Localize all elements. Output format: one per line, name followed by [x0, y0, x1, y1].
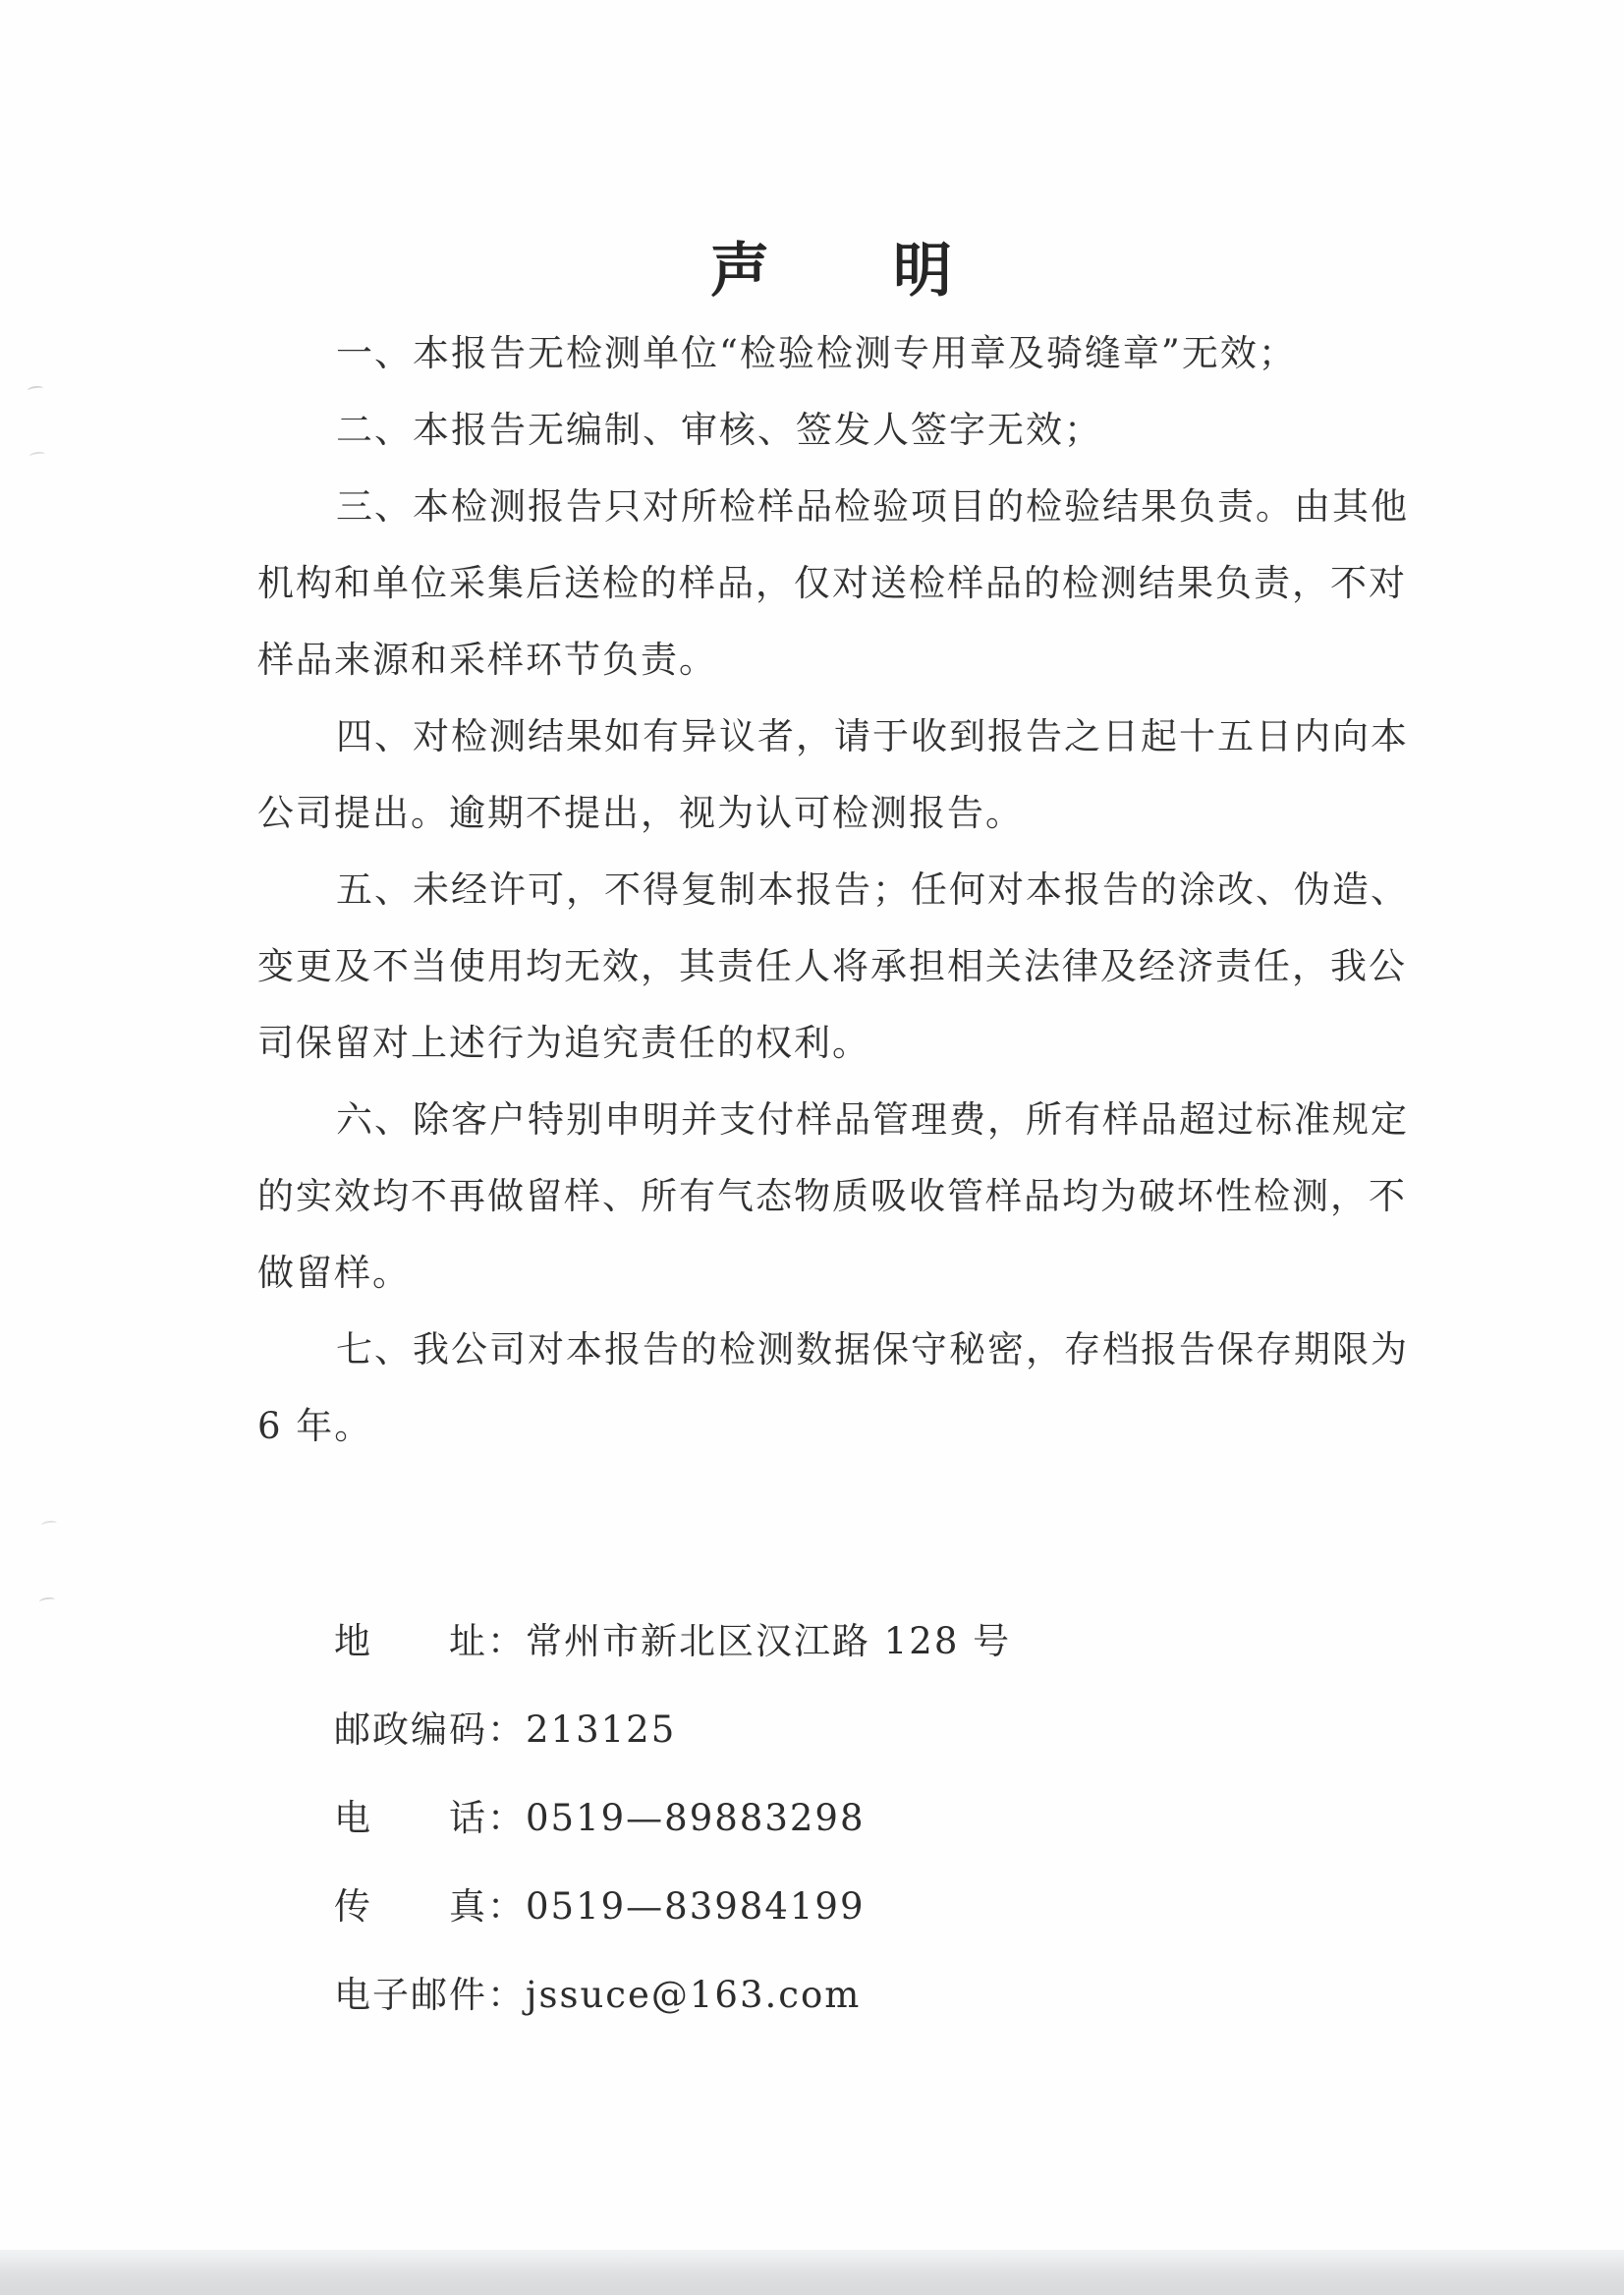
paragraph-7-line-1: 七、我公司对本报告的检测数据保守秘密，存档报告保存期限为	[336, 1328, 1409, 1371]
paragraph-3-line-1: 三、本检测报告只对所检样品检验项目的检验结果负责。由其他	[336, 485, 1409, 528]
paragraph-5-line-1: 五、未经许可，不得复制本报告；任何对本报告的涂改、伪造、	[336, 868, 1409, 911]
paragraph-3-line-3: 样品来源和采样环节负责。	[257, 639, 717, 681]
contact-row-4	[334, 1863, 1011, 1951]
contact-value: 0519—83984199	[526, 1885, 866, 1928]
contact-label: 传 真：	[334, 1885, 526, 1928]
contact-row-3	[334, 1774, 1011, 1863]
paragraph-6-line-3: 做留样。	[257, 1252, 411, 1294]
page-title: 声 明	[710, 237, 954, 306]
contact-label: 邮政编码：	[334, 1708, 526, 1751]
contact-value: 0519—89883298	[526, 1797, 866, 1839]
contact-value: 213125	[526, 1708, 677, 1751]
paragraph-1-line-1: 一、本报告无检测单位“检验检测专用章及骑缝章”无效；	[336, 332, 1297, 374]
paragraph-5-line-3: 司保留对上述行为追究责任的权利。	[257, 1022, 870, 1064]
contact-block	[334, 1597, 1011, 2040]
paragraph-7-line-2: 6 年。	[257, 1405, 373, 1447]
paragraph-4-line-1: 四、对检测结果如有异议者，请于收到报告之日起十五日内向本	[336, 715, 1409, 757]
paragraph-6-line-2: 的实效均不再做留样、所有气态物质吸收管样品均为破坏性检测，不	[257, 1175, 1407, 1217]
contact-value: 常州市新北区汉江路 128 号	[526, 1620, 1012, 1662]
contact-row-5	[334, 1951, 1011, 2040]
contact-row-2	[334, 1686, 1011, 1774]
scan-artifact	[41, 1520, 58, 1529]
paragraph-3-line-2: 机构和单位采集后送检的样品，仅对送检样品的检测结果负责，不对	[257, 562, 1407, 604]
scan-artifact	[29, 451, 46, 460]
paragraph-4-line-2: 公司提出。逾期不提出，视为认可检测报告。	[257, 792, 1024, 834]
scan-bottom-edge	[0, 2250, 1624, 2295]
declaration-body	[257, 315, 1417, 1465]
paragraph-2-line-1: 二、本报告无编制、审核、签发人签字无效；	[336, 409, 1102, 451]
contact-label: 电子邮件：	[334, 1974, 526, 2016]
contact-label: 电 话：	[334, 1797, 526, 1839]
contact-value: jssuce@163.com	[526, 1974, 862, 2016]
contact-row-1	[334, 1597, 1011, 1686]
paragraph-5-line-2: 变更及不当使用均无效，其责任人将承担相关法律及经济责任，我公	[257, 945, 1407, 987]
contact-label: 地 址：	[334, 1620, 526, 1662]
scan-artifact	[28, 385, 44, 394]
scan-artifact	[39, 1596, 56, 1605]
paragraph-6-line-1: 六、除客户特别申明并支付样品管理费，所有样品超过标准规定	[336, 1098, 1409, 1141]
